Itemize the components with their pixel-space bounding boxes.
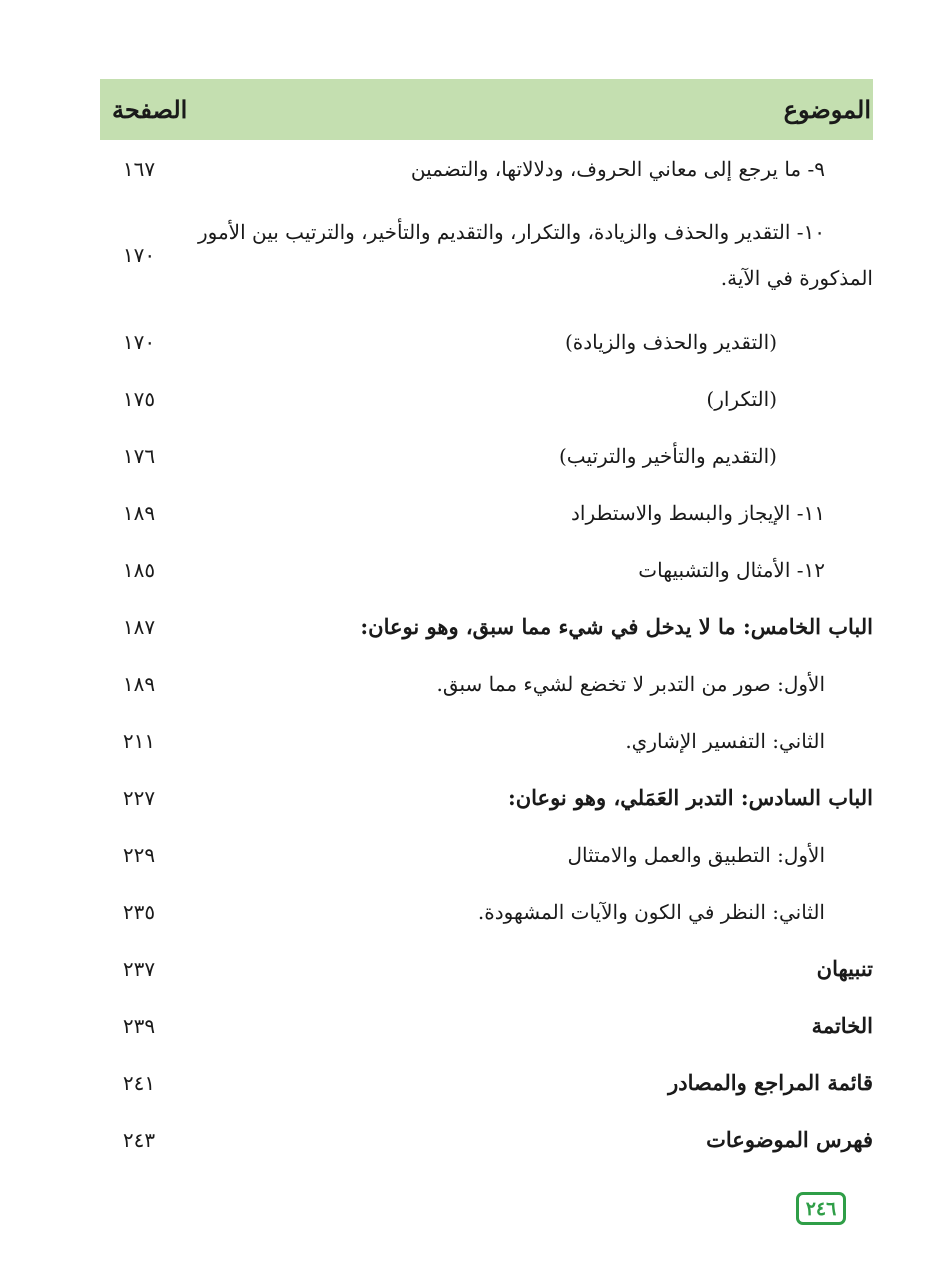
toc-entry-page: ١٧٠	[122, 329, 156, 354]
toc-entry	[100, 883, 873, 940]
toc-chapter-title: الخاتمة	[811, 1012, 873, 1038]
toc-entry	[100, 197, 873, 313]
toc-entry	[100, 541, 873, 598]
toc-entry	[100, 427, 873, 484]
toc-entry-page: ١٧٦	[122, 443, 156, 468]
toc-entry	[100, 826, 873, 883]
toc-entry-title: الأول: التطبيق والعمل والامتثال	[567, 842, 825, 867]
toc-entry-title: (التكرار)	[706, 386, 777, 411]
page-column-header: الصفحة	[112, 95, 188, 124]
toc-entry-title: (التقديم والتأخير والترتيب)	[559, 443, 777, 468]
toc-header	[100, 79, 873, 140]
toc-chapter-title: الباب الخامس: ما لا يدخل في شيء مما سبق، وهو نوعان:	[360, 613, 873, 639]
toc-entry	[100, 313, 873, 370]
toc-entry	[100, 1054, 873, 1111]
toc-entry	[100, 940, 873, 997]
toc-entry-page: ١٧٠	[122, 243, 156, 267]
toc-entry-page: ١٧٥	[122, 386, 156, 411]
toc-entry-page: ١٨٩	[122, 671, 156, 696]
toc-entry	[100, 484, 873, 541]
toc-entry-title: (التقدير والحذف والزيادة)	[564, 329, 777, 354]
toc-entry-page: ١٨٩	[122, 500, 156, 525]
toc-entry	[100, 997, 873, 1054]
toc-entry	[100, 712, 873, 769]
toc-chapter-title: الباب السادس: التدبر العَمَلي، وهو نوعان:	[507, 784, 873, 810]
toc-chapter-title: قائمة المراجع والمصادر	[668, 1069, 873, 1095]
toc-entry-title: الثاني: التفسير الإشاري.	[625, 728, 825, 753]
toc-entry-page: ٢١١	[122, 728, 156, 753]
toc-entry-page: ٢٣٥	[122, 899, 156, 924]
toc-entry	[100, 370, 873, 427]
toc-entry	[100, 598, 873, 655]
toc-entry	[100, 655, 873, 712]
toc-chapter-title: فهرس الموضوعات	[706, 1126, 873, 1152]
toc-entry-page: ٢٣٧	[122, 956, 156, 981]
toc-entry-page: ١٨٥	[122, 557, 156, 582]
toc-chapter-title: تنبيهان	[816, 955, 873, 981]
table-of-contents	[100, 79, 873, 1168]
toc-entry-title: ١٢- الأمثال والتشبيهات	[638, 557, 825, 582]
toc-entry	[100, 1111, 873, 1168]
page-number-badge	[796, 1192, 846, 1225]
toc-entry-page: ٢٣٩	[122, 1013, 156, 1038]
toc-entry-title: ٩- ما يرجع إلى معاني الحروف، ودلالاتها، والتضمين	[410, 156, 825, 181]
toc-entry-page: ٢٤٣	[122, 1127, 156, 1152]
toc-entry-title: ١٠- التقدير والحذف والزيادة، والتكرار، والتقديم والتأخير، والترتيب بين الأمور المذكورة في الآية.	[197, 220, 873, 290]
toc-entry-page: ٢٢٩	[122, 842, 156, 867]
toc-entry-title: الثاني: النظر في الكون والآيات المشهودة.	[477, 899, 825, 924]
toc-entry-title: ١١- الإيجاز والبسط والاستطراد	[571, 500, 825, 525]
page-number: ٢٤٦	[799, 1195, 843, 1222]
toc-entry-page: ١٨٧	[122, 614, 156, 639]
topic-column-header: الموضوع	[783, 95, 871, 124]
toc-entry-page: ٢٤١	[122, 1070, 156, 1095]
toc-entry-page: ٢٢٧	[122, 785, 156, 810]
toc-entry-page: ١٦٧	[122, 156, 156, 181]
toc-entry-title: الأول: صور من التدبر لا تخضع لشيء مما سبق.	[436, 671, 825, 696]
toc-entry	[100, 140, 873, 197]
toc-entry	[100, 769, 873, 826]
